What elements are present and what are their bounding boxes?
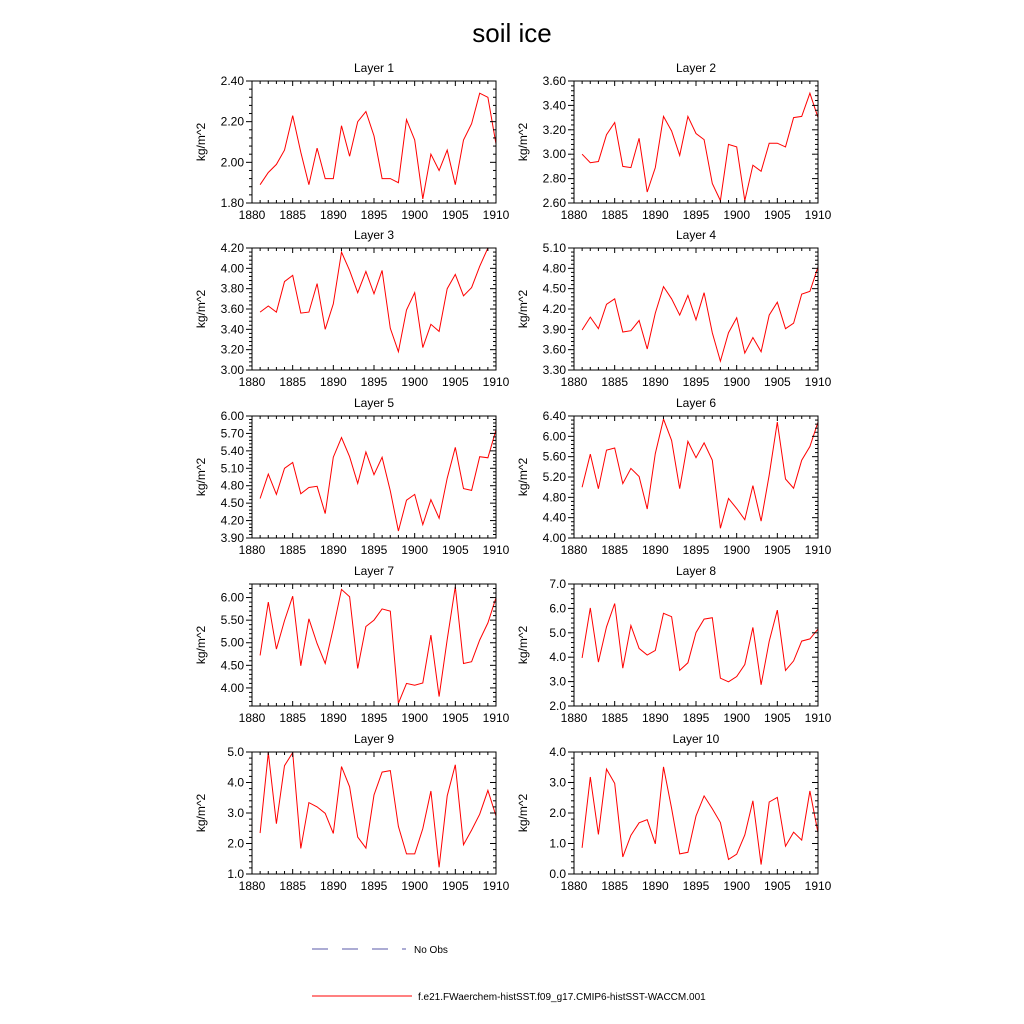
x-tick-label: 1900 — [723, 879, 751, 893]
x-tick-label: 1880 — [560, 375, 588, 389]
panel-layer-4 — [516, 228, 832, 389]
series-line-layer-2 — [582, 93, 818, 200]
x-tick-label: 1885 — [601, 208, 629, 222]
legend-no-obs-label: No Obs — [414, 945, 448, 956]
x-tick-label: 1880 — [238, 208, 266, 222]
y-tick-label: 4.0 — [549, 745, 566, 759]
legend — [312, 945, 706, 1003]
x-tick-label: 1895 — [360, 208, 388, 222]
y-tick-label: 4.50 — [220, 496, 244, 511]
y-tick-label: 6.00 — [542, 429, 566, 444]
y-tick-label: 4.80 — [542, 261, 566, 276]
y-axis-label: kg/m^2 — [516, 122, 530, 162]
x-tick-label: 1900 — [401, 375, 429, 389]
series-line-layer-1 — [260, 93, 496, 199]
y-tick-label: 3.60 — [542, 342, 566, 357]
y-tick-label: 5.10 — [542, 241, 566, 255]
panel-layer-8 — [516, 564, 832, 725]
y-tick-label: 3.40 — [542, 98, 566, 113]
y-tick-label: 2.0 — [227, 836, 244, 851]
x-tick-label: 1900 — [401, 543, 429, 557]
panel-layer-6 — [516, 396, 832, 557]
y-axis-label: kg/m^2 — [516, 625, 530, 665]
y-tick-label: 4.50 — [220, 658, 244, 673]
x-tick-label: 1895 — [682, 711, 710, 725]
x-tick-label: 1910 — [804, 543, 832, 557]
y-axis-label: kg/m^2 — [516, 793, 530, 833]
plot-frame — [252, 416, 496, 538]
y-tick-label: 2.00 — [220, 155, 244, 170]
y-tick-label: 4.40 — [542, 510, 566, 525]
x-tick-label: 1910 — [804, 208, 832, 222]
panel-title: Layer 10 — [672, 732, 720, 746]
y-axis-label: kg/m^2 — [194, 793, 208, 833]
x-tick-label: 1910 — [804, 711, 832, 725]
x-tick-label: 1905 — [441, 879, 469, 893]
y-tick-label: 3.0 — [549, 775, 566, 790]
y-axis-label: kg/m^2 — [194, 625, 208, 665]
y-tick-label: 4.50 — [542, 281, 566, 296]
y-tick-label: 0.0 — [549, 867, 566, 881]
y-tick-label: 3.0 — [227, 806, 244, 820]
series-line-layer-9 — [260, 753, 496, 868]
x-tick-label: 1910 — [482, 375, 510, 389]
y-tick-label: 4.20 — [542, 302, 566, 316]
x-tick-label: 1900 — [401, 711, 429, 725]
panel-layer-10 — [516, 732, 832, 893]
x-tick-label: 1890 — [641, 711, 669, 725]
y-tick-label: 4.20 — [220, 513, 244, 528]
y-tick-label: 3.40 — [220, 322, 244, 337]
y-tick-label: 7.0 — [549, 577, 566, 591]
x-tick-label: 1900 — [723, 543, 751, 557]
panels-group — [194, 61, 832, 893]
y-tick-label: 4.0 — [549, 650, 566, 665]
series-line-layer-8 — [582, 604, 818, 685]
series-line-layer-10 — [582, 767, 818, 865]
y-tick-label: 5.20 — [542, 470, 566, 484]
legend-model-label: f.e21.FWaerchem-histSST.f09_g17.CMIP6-histSST-WACCM.001 — [418, 992, 706, 1003]
plot-frame — [252, 752, 496, 874]
panel-title: Layer 6 — [675, 396, 717, 410]
x-tick-label: 1890 — [319, 208, 347, 222]
panel-layer-5 — [194, 396, 510, 557]
panel-title: Layer 8 — [675, 564, 717, 578]
y-tick-label: 5.10 — [220, 461, 244, 476]
y-tick-label: 2.0 — [549, 806, 566, 820]
panel-title: Layer 7 — [353, 564, 395, 578]
x-tick-label: 1900 — [401, 879, 429, 893]
x-tick-label: 1880 — [560, 879, 588, 893]
y-tick-label: 6.00 — [220, 590, 244, 605]
x-tick-label: 1905 — [441, 543, 469, 557]
panel-layer-2 — [516, 61, 832, 222]
y-tick-label: 3.0 — [549, 674, 566, 689]
y-tick-label: 2.0 — [549, 699, 566, 713]
x-tick-label: 1880 — [560, 543, 588, 557]
y-axis-label: kg/m^2 — [194, 457, 208, 497]
x-tick-label: 1910 — [804, 879, 832, 893]
y-tick-label: 3.60 — [220, 302, 244, 316]
y-tick-label: 1.0 — [227, 867, 244, 881]
x-tick-label: 1890 — [319, 375, 347, 389]
y-tick-label: 3.00 — [542, 147, 566, 162]
y-axis-label: kg/m^2 — [516, 289, 530, 329]
x-tick-label: 1905 — [763, 879, 791, 893]
series-line-layer-7 — [260, 587, 496, 704]
plot-frame — [252, 584, 496, 706]
y-tick-label: 4.00 — [220, 261, 244, 276]
y-tick-label: 3.80 — [220, 281, 244, 296]
y-tick-label: 3.00 — [220, 363, 244, 377]
y-tick-label: 6.0 — [549, 601, 566, 616]
y-tick-label: 5.40 — [220, 443, 244, 458]
plot-frame — [252, 248, 496, 370]
y-tick-label: 2.40 — [220, 74, 244, 88]
y-axis-label: kg/m^2 — [516, 457, 530, 497]
x-tick-label: 1910 — [804, 375, 832, 389]
x-tick-label: 1900 — [723, 711, 751, 725]
plot-frame — [252, 81, 496, 203]
series-line-layer-6 — [582, 419, 818, 528]
y-tick-label: 4.80 — [542, 490, 566, 505]
x-tick-label: 1885 — [279, 543, 307, 557]
panel-title: Layer 4 — [675, 228, 717, 242]
y-tick-label: 3.90 — [220, 531, 244, 545]
y-tick-label: 1.0 — [549, 836, 566, 851]
x-tick-label: 1905 — [441, 375, 469, 389]
x-tick-label: 1895 — [682, 208, 710, 222]
y-tick-label: 5.0 — [227, 745, 244, 759]
x-tick-label: 1885 — [601, 879, 629, 893]
y-tick-label: 4.20 — [220, 241, 244, 255]
x-tick-label: 1895 — [682, 543, 710, 557]
x-tick-label: 1885 — [279, 879, 307, 893]
x-tick-label: 1895 — [360, 543, 388, 557]
x-tick-label: 1890 — [641, 208, 669, 222]
x-tick-label: 1880 — [238, 711, 266, 725]
panel-layer-1 — [194, 61, 510, 222]
y-tick-label: 3.60 — [542, 74, 566, 88]
panel-title: Layer 5 — [353, 396, 395, 410]
y-tick-label: 4.80 — [220, 478, 244, 493]
x-tick-label: 1890 — [641, 879, 669, 893]
x-tick-label: 1880 — [560, 208, 588, 222]
y-tick-label: 5.0 — [549, 625, 566, 640]
x-tick-label: 1890 — [319, 711, 347, 725]
panel-title: Layer 2 — [675, 61, 717, 75]
x-tick-label: 1905 — [763, 208, 791, 222]
x-tick-label: 1880 — [238, 375, 266, 389]
x-tick-label: 1900 — [723, 375, 751, 389]
x-tick-label: 1905 — [763, 375, 791, 389]
x-tick-label: 1895 — [360, 711, 388, 725]
panel-title: Layer 9 — [353, 732, 395, 746]
y-tick-label: 2.80 — [542, 171, 566, 186]
y-tick-label: 4.0 — [227, 775, 244, 790]
panel-title: Layer 1 — [353, 61, 395, 75]
x-tick-label: 1890 — [641, 375, 669, 389]
x-tick-label: 1895 — [360, 879, 388, 893]
chart-title: soil ice — [472, 18, 552, 48]
x-tick-label: 1895 — [360, 375, 388, 389]
x-tick-label: 1880 — [238, 543, 266, 557]
x-tick-label: 1885 — [279, 208, 307, 222]
y-tick-label: 5.00 — [220, 635, 244, 650]
y-tick-label: 3.90 — [542, 322, 566, 337]
plot-frame — [574, 416, 818, 538]
y-tick-label: 3.20 — [220, 342, 244, 357]
y-tick-label: 2.20 — [220, 114, 244, 129]
y-tick-label: 1.80 — [220, 196, 244, 210]
y-tick-label: 3.20 — [542, 122, 566, 137]
y-tick-label: 5.50 — [220, 613, 244, 628]
x-tick-label: 1900 — [723, 208, 751, 222]
y-tick-label: 6.00 — [220, 409, 244, 423]
x-tick-label: 1895 — [682, 375, 710, 389]
x-tick-label: 1890 — [641, 543, 669, 557]
x-tick-label: 1885 — [601, 543, 629, 557]
x-tick-label: 1880 — [560, 711, 588, 725]
panel-layer-3 — [194, 228, 510, 389]
panel-layer-9 — [194, 732, 510, 893]
x-tick-label: 1895 — [682, 879, 710, 893]
series-line-layer-3 — [260, 248, 496, 352]
x-tick-label: 1910 — [482, 879, 510, 893]
y-tick-label: 4.00 — [220, 680, 244, 695]
x-tick-label: 1905 — [763, 711, 791, 725]
x-tick-label: 1885 — [279, 375, 307, 389]
plot-frame — [574, 752, 818, 874]
plot-frame — [574, 81, 818, 203]
x-tick-label: 1905 — [763, 543, 791, 557]
panel-title: Layer 3 — [353, 228, 395, 242]
x-tick-label: 1890 — [319, 879, 347, 893]
panel-layer-7 — [194, 564, 510, 725]
y-tick-label: 3.30 — [542, 363, 566, 377]
x-tick-label: 1890 — [319, 543, 347, 557]
y-axis-label: kg/m^2 — [194, 122, 208, 162]
x-tick-label: 1900 — [401, 208, 429, 222]
y-tick-label: 2.60 — [542, 196, 566, 210]
y-tick-label: 5.70 — [220, 426, 244, 441]
x-tick-label: 1910 — [482, 711, 510, 725]
x-tick-label: 1885 — [279, 711, 307, 725]
plot-frame — [574, 584, 818, 706]
y-axis-label: kg/m^2 — [194, 289, 208, 329]
series-line-layer-5 — [260, 430, 496, 531]
x-tick-label: 1905 — [441, 208, 469, 222]
x-tick-label: 1885 — [601, 375, 629, 389]
x-tick-label: 1910 — [482, 543, 510, 557]
x-tick-label: 1905 — [441, 711, 469, 725]
series-line-layer-4 — [582, 267, 818, 361]
y-tick-label: 5.60 — [542, 449, 566, 464]
x-tick-label: 1880 — [238, 879, 266, 893]
y-tick-label: 6.40 — [542, 409, 566, 423]
x-tick-label: 1885 — [601, 711, 629, 725]
plot-frame — [574, 248, 818, 370]
x-tick-label: 1910 — [482, 208, 510, 222]
y-tick-label: 4.00 — [542, 531, 566, 545]
